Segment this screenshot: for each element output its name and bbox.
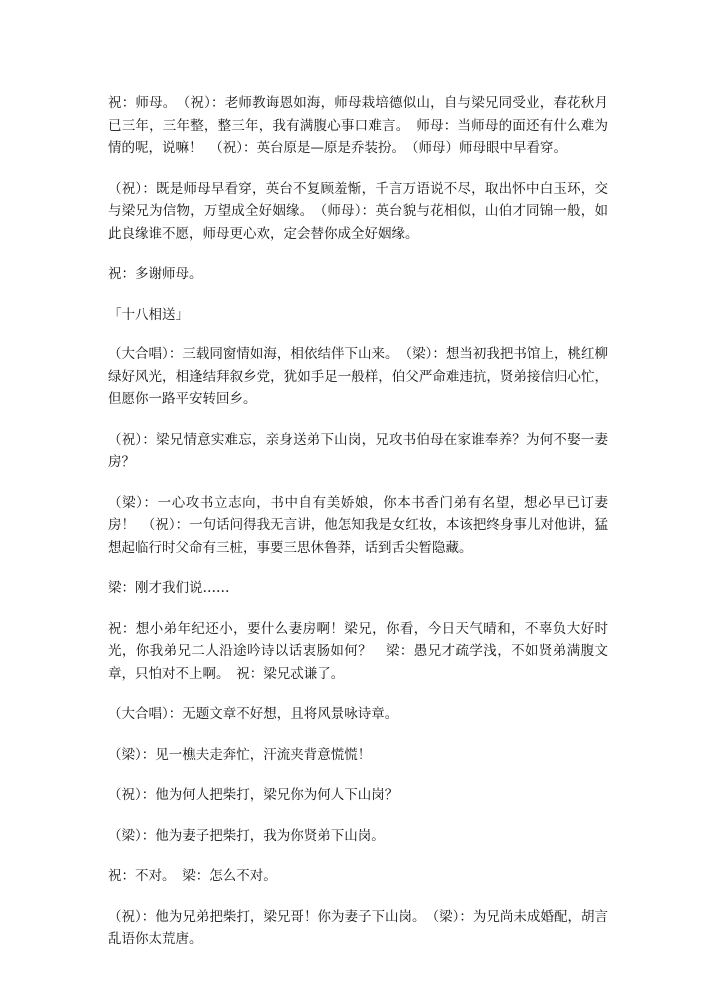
paragraph-12: （祝）：他为何人把柴打，梁兄你为何人下山岗？	[108, 787, 399, 803]
paragraph-14: 祝：不对。 梁：怎么不对。	[108, 868, 277, 884]
paragraph-10: （大合唱）：无题文章不好想，且将风景咏诗章。	[108, 706, 399, 722]
document-page	[108, 92, 608, 969]
section-heading: 「十八相送」	[108, 306, 189, 323]
paragraph-7: （梁）：一心攻书立志向，书中自有美娇娘，你本书香门弟有名望，想必早已订妻房！ （祝）：一句话问得我无言讲，他怎知我是女红妆，本该把终身事儿对他讲，猛想起临行时父命有三桩，事要三思休鲁莽，话到舌尖暂隐藏。	[108, 494, 608, 556]
paragraph-6: （祝）：梁兄情意实难忘，亲身送弟下山岗，兄攻书伯母在家谁奉养？为何不娶一妻房？	[108, 431, 608, 470]
paragraph-3: 祝：多谢师母。	[108, 266, 203, 282]
paragraph-5: （大合唱）：三载同窗情如海，相依结伴下山来。 （梁）：想当初我把书馆上，桃红柳绿好风光，相逢结拜叙乡党，犹如手足一般样，伯父严命难违抗，贤弟接信归心忙，但愿你一路平安转回乡。	[108, 346, 608, 407]
paragraph-9: 祝：想小弟年纪还小，要什么妻房啊！梁兄，你看，今日天气晴和，不辜负大好时光，你我弟兄二人沿途吟诗以话衷肠如何？ 梁：愚兄才疏学浅，不如贤弟满腹文章，只怕对不上啊。 祝：梁兄忒谦了。	[108, 620, 608, 682]
paragraph-15: （祝）：他为兄弟把柴打，梁兄哥！你为妻子下山岗。 （梁）：为兄尚未成婚配，胡言乱语你太荒唐。	[108, 908, 608, 947]
paragraph-8: 梁：刚才我们说……	[108, 580, 230, 596]
paragraph-13: （梁）：他为妻子把柴打，我为你贤弟下山岗。	[108, 827, 385, 844]
paragraph-11: （梁）：见一樵夫走奔忙，汗流夹背意慌慌！	[108, 746, 372, 763]
paragraph-1: 祝：师母。 （祝）：老师教诲恩如海，师母栽培德似山，自与梁兄同受业，春花秋月已三年，三年整，整三年，我有满腹心事口难言。 师母：当师母的面还有什么难为情的呢，说嘛！ （祝）：英台原是—原是乔装扮。 （师母）师母眼中早看穿。	[108, 95, 608, 156]
paragraph-2: （祝）：既是师母早看穿，英台不复顾羞惭，千言万语说不尽，取出怀中白玉环，交与梁兄为信物，万望成全好姻缘。 （师母）：英台貌与花相似，山伯才同锦一般，如此良缘谁不愿，师母更心欢，定会替你成全好姻缘。	[108, 180, 608, 242]
